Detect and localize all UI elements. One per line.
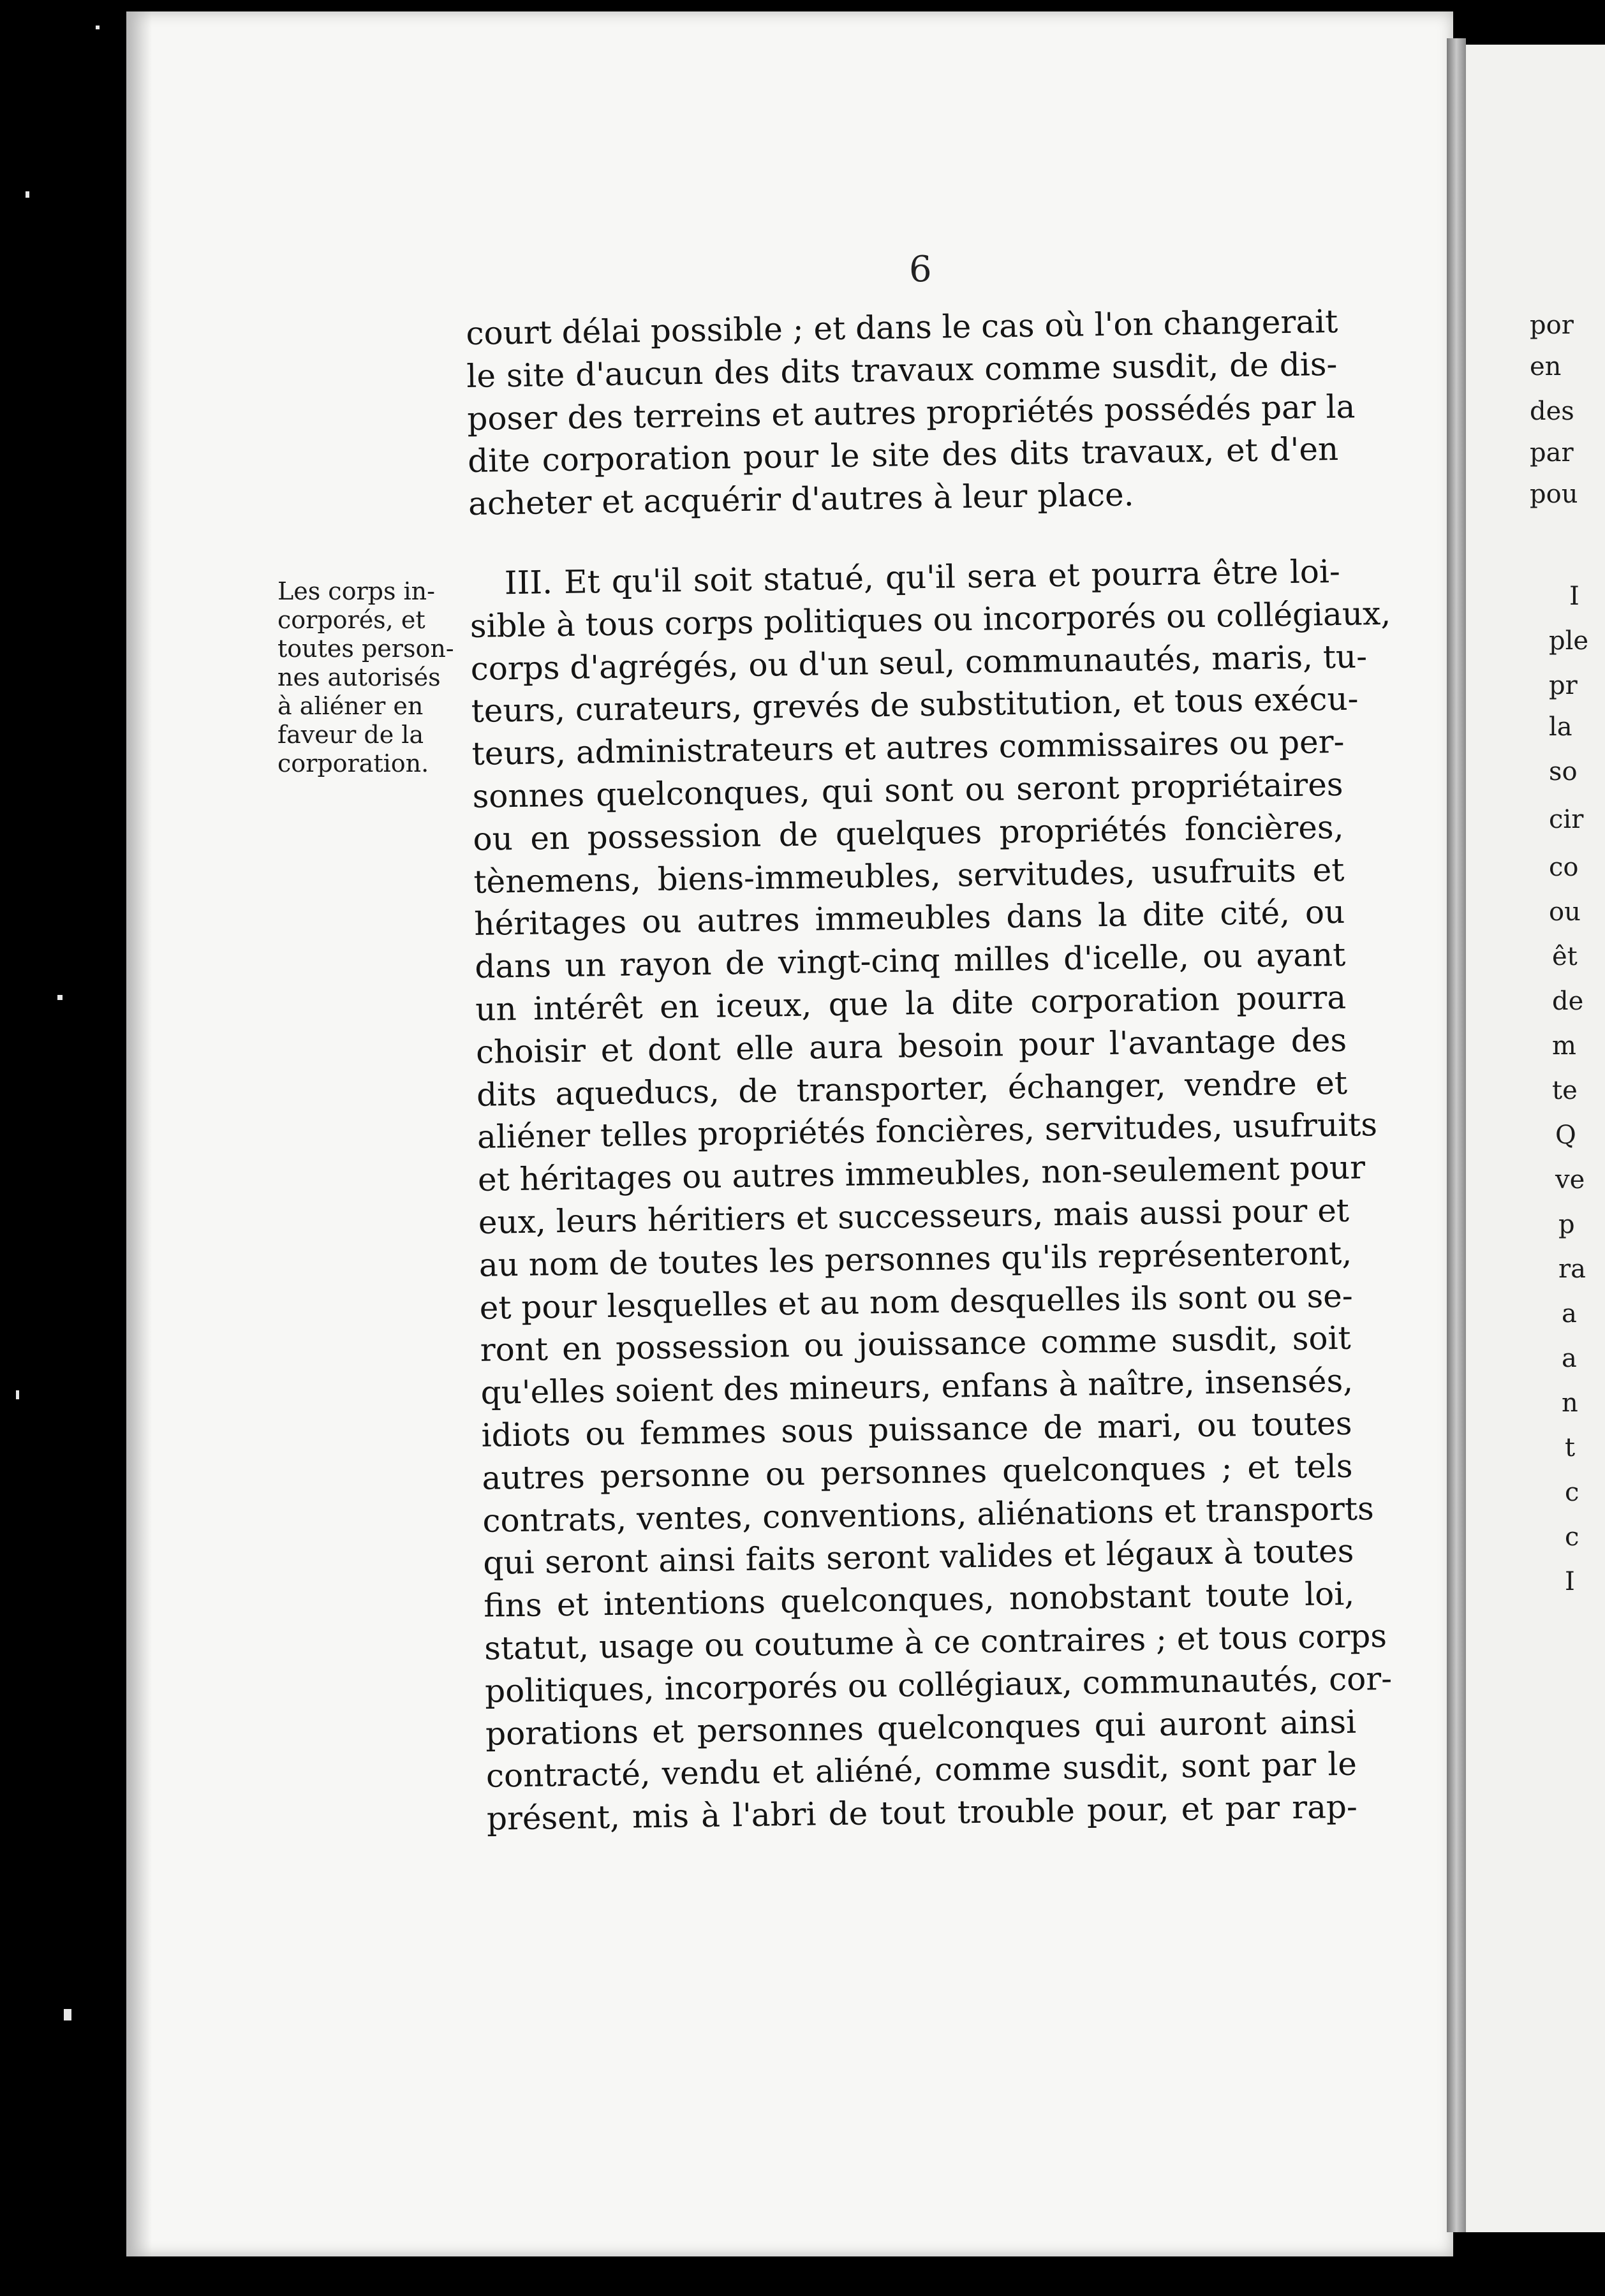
facing-page-text-fragment: n [1562,1388,1578,1418]
facing-page-text-fragment: I [1565,1567,1575,1596]
facing-page-text-fragment: êt [1552,942,1578,971]
text-line: choisir et dont elle aura besoin pour l'avantage des [475,1021,1347,1071]
text-line: porations et personnes quelconques qui auront ainsi [485,1703,1357,1753]
margin-note-line: nes autorisés [277,663,441,691]
text-line: teurs, curateurs, grevés de substitution, et tous exécu- [471,680,1359,730]
facing-page-text-fragment: te [1552,1076,1578,1105]
facing-page-text-fragment: Q [1555,1121,1576,1150]
text-line: politiques, incorporés ou collégiaux, communautés, cor- [484,1659,1393,1710]
text-line: poser des terreins et autres propriétés possédés par la [466,388,1356,438]
facing-page-fragment [1466,45,1605,2232]
margin-note-line: à aliéner en [277,692,424,720]
text-line: présent, mis à l'abri de tout trouble pour, et par rap- [486,1788,1358,1837]
text-line: au nom de toutes les personnes qu'ils représenteront, [478,1234,1352,1284]
margin-note [277,577,462,778]
text-line: un intérêt en iceux, que la dite corporation pourra [475,978,1347,1028]
text-line: autres personne ou personnes quelconques ; et tels [482,1447,1353,1497]
body-text [466,300,1393,1841]
text-line: sible à tous corps politiques ou incorporés ou collégiaux, [470,594,1391,645]
text-line: statut, usage ou coutume à ce contraires ; et tous corps [484,1617,1387,1667]
margin-note-line: corporés, et [277,606,425,634]
text-line: contrats, ventes, conventions, aliénations et transports [482,1489,1375,1540]
text-line: sonnes quelconques, qui sont ou seront propriétaires [472,765,1343,815]
scan-speck [96,26,100,29]
text-line: ou en possession de quelques propriétés foncières, [473,808,1344,858]
text-line: teurs, administrateurs et autres commissaires ou per- [471,723,1345,773]
facing-page-text-fragment: ou [1549,897,1581,927]
text-line: idiots ou femmes sous puissance de mari, ou toutes [481,1404,1352,1454]
facing-page-text-fragment: cir [1549,805,1584,834]
page-number: 6 [909,249,932,290]
scan-speck [57,995,63,1000]
facing-page-text-fragment: t [1565,1433,1576,1462]
text-line: qui seront ainsi faits seront valides et légaux à toutes [482,1533,1354,1582]
facing-page-text-fragment: ple [1549,626,1589,656]
facing-page-text-fragment: so [1549,757,1578,786]
scan-speck [26,191,29,198]
facing-page-text-fragment: I [1569,582,1579,611]
text-line: qu'elles soient des mineurs, enfans à naître, insensés, [480,1362,1354,1411]
facing-page-text-fragment: p [1558,1210,1575,1239]
text-line: héritages ou autres immeubles dans la dite cité, ou [473,894,1345,943]
text-line: dite corporation pour le site des dits travaux, et d'en [467,430,1339,480]
text-line: contracté, vendu et aliéné, comme susdit, sont par le [485,1746,1357,1795]
scan-speck [64,2009,71,2020]
page-edge-shadow [126,11,152,2256]
facing-page-text-fragment: por [1530,311,1574,340]
facing-page-text-fragment: des [1530,397,1574,426]
text-line: fins et intentions quelconques, nonobstant toute loi, [483,1575,1355,1624]
facing-page-text-fragment: pr [1549,671,1578,700]
text-line: tènemens, biens-immeubles, servitudes, usufruits et [473,851,1345,901]
text-line: et héritages ou autres immeubles, non-seulement pour [477,1149,1366,1199]
margin-note-line: toutes person- [277,635,454,663]
text-line: aliéner telles propriétés foncières, servitudes, usufruits [477,1106,1378,1156]
text-line: dits aqueducs, de transporter, échanger, vendre et [476,1064,1348,1114]
text-line: eux, leurs héritiers et successeurs, mais aussi pour et [478,1191,1350,1241]
facing-page-text-fragment: pou [1530,480,1578,509]
book-spine [1447,38,1466,2232]
facing-page-text-fragment: a [1562,1344,1577,1373]
facing-page-text-fragment: ra [1558,1255,1586,1284]
scan-speck [16,1390,19,1399]
text-line: dans un rayon de vingt-cinq milles d'icelle, ou ayant [474,936,1346,986]
text-line: acheter et acquérir d'autres à leur place. [468,476,1134,523]
margin-note-line: faveur de la [277,721,424,749]
section-heading-line: III. Et qu'il soit statué, qu'il sera et pourra être loi- [504,552,1341,602]
facing-page-text-fragment: la [1549,712,1572,742]
facing-page-text-fragment: c [1565,1478,1579,1507]
facing-page-text-fragment: de [1552,987,1584,1016]
text-line: le site d'aucun des dits travaux comme susdit, de dis- [466,345,1338,395]
text-line: ront en possession ou jouissance comme susdit, soit [480,1320,1351,1369]
facing-page-text-fragment: co [1549,853,1579,882]
text-line: et pour lesquelles et au nom desquelles ils sont ou se- [479,1277,1354,1327]
margin-note-line: Les corps in- [277,577,435,605]
facing-page-text-fragment: en [1530,352,1562,381]
facing-page-text-fragment: a [1562,1299,1577,1328]
facing-page-text-fragment: c [1565,1522,1579,1552]
facing-page-text-fragment: par [1530,438,1574,467]
facing-page-text-fragment: m [1552,1031,1576,1061]
text-line: court délai possible ; et dans le cas où l'on changerait [466,302,1338,352]
text-line: corps d'agrégés, ou d'un seul, communautés, maris, tu- [470,637,1368,688]
facing-page-text-fragment: ve [1555,1165,1585,1195]
margin-note-line: corporation. [277,749,429,777]
